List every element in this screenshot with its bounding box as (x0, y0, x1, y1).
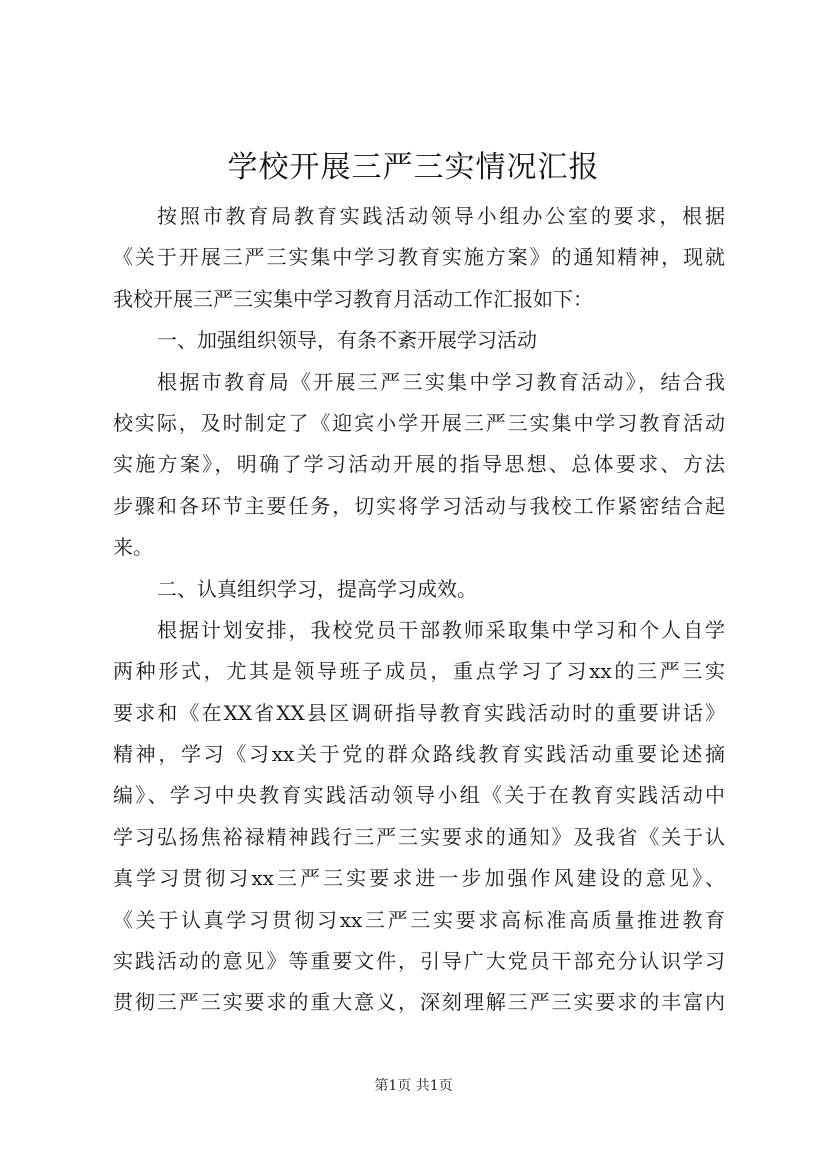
paragraph-line: 要求和《在XX省XX县区调研指导教育实践活动时的重要讲话》 (113, 700, 725, 725)
section-heading: 一、加强组织领导，有条不紊开展学习活动 (157, 328, 537, 353)
paragraph-line: 我校开展三严三实集中学习教育月活动工作汇报如下： (113, 286, 593, 311)
paragraph-line: 实施方案》，明确了学习活动开展的指导思想、总体要求、方法 (113, 452, 725, 477)
paragraph-line: 学习弘扬焦裕禄精神践行三严三实要求的通知》及我省《关于认 (113, 824, 725, 849)
section-heading: 二、认真组织学习，提高学习成效。 (157, 576, 477, 601)
paragraph-line: 按照市教育局教育实践活动领导小组办公室的要求，根据 (157, 204, 725, 228)
paragraph-line: 来。 (113, 535, 153, 560)
paragraph-line: 校实际，及时制定了《迎宾小学开展三严三实集中学习教育活动 (113, 410, 725, 435)
paragraph-line: 实践活动的意见》等重要文件，引导广大党员干部充分认识学习 (113, 949, 725, 974)
paragraph-line: 两种形式，尤其是领导班子成员，重点学习了习xx的三严三实 (113, 659, 725, 684)
paragraph-line: 真学习贯彻习xx三严三实要求进一步加强作风建设的意见》、 (113, 866, 725, 891)
paragraph-line: 根据市教育局《开展三严三实集中学习教育活动》，结合我 (157, 369, 725, 394)
paragraph-line: 步骤和各环节主要任务，切实将学习活动与我校工作紧密结合起 (113, 493, 725, 518)
page-number-footer: 第1页 共1页 (374, 1078, 453, 1094)
paragraph-line: 《关于开展三严三实集中学习教育实施方案》的通知精神，现就 (113, 245, 725, 270)
document-title: 学校开展三严三实情况汇报 (227, 150, 600, 185)
paragraph-line: 编》、学习中央教育实践活动领导小组《关于在教育实践活动中 (113, 783, 725, 808)
document-body (113, 196, 725, 1024)
paragraph-line: 《关于认真学习贯彻习xx三严三实要求高标准高质量推进教育 (113, 907, 725, 932)
paragraph-line: 贯彻三严三实要求的重大意义，深刻理解三严三实要求的丰富内 (113, 990, 725, 1015)
paragraph-line: 精神，学习《习xx关于党的群众路线教育实践活动重要论述摘 (113, 742, 725, 767)
paragraph-line: 根据计划安排，我校党员干部教师采取集中学习和个人自学 (157, 617, 725, 642)
